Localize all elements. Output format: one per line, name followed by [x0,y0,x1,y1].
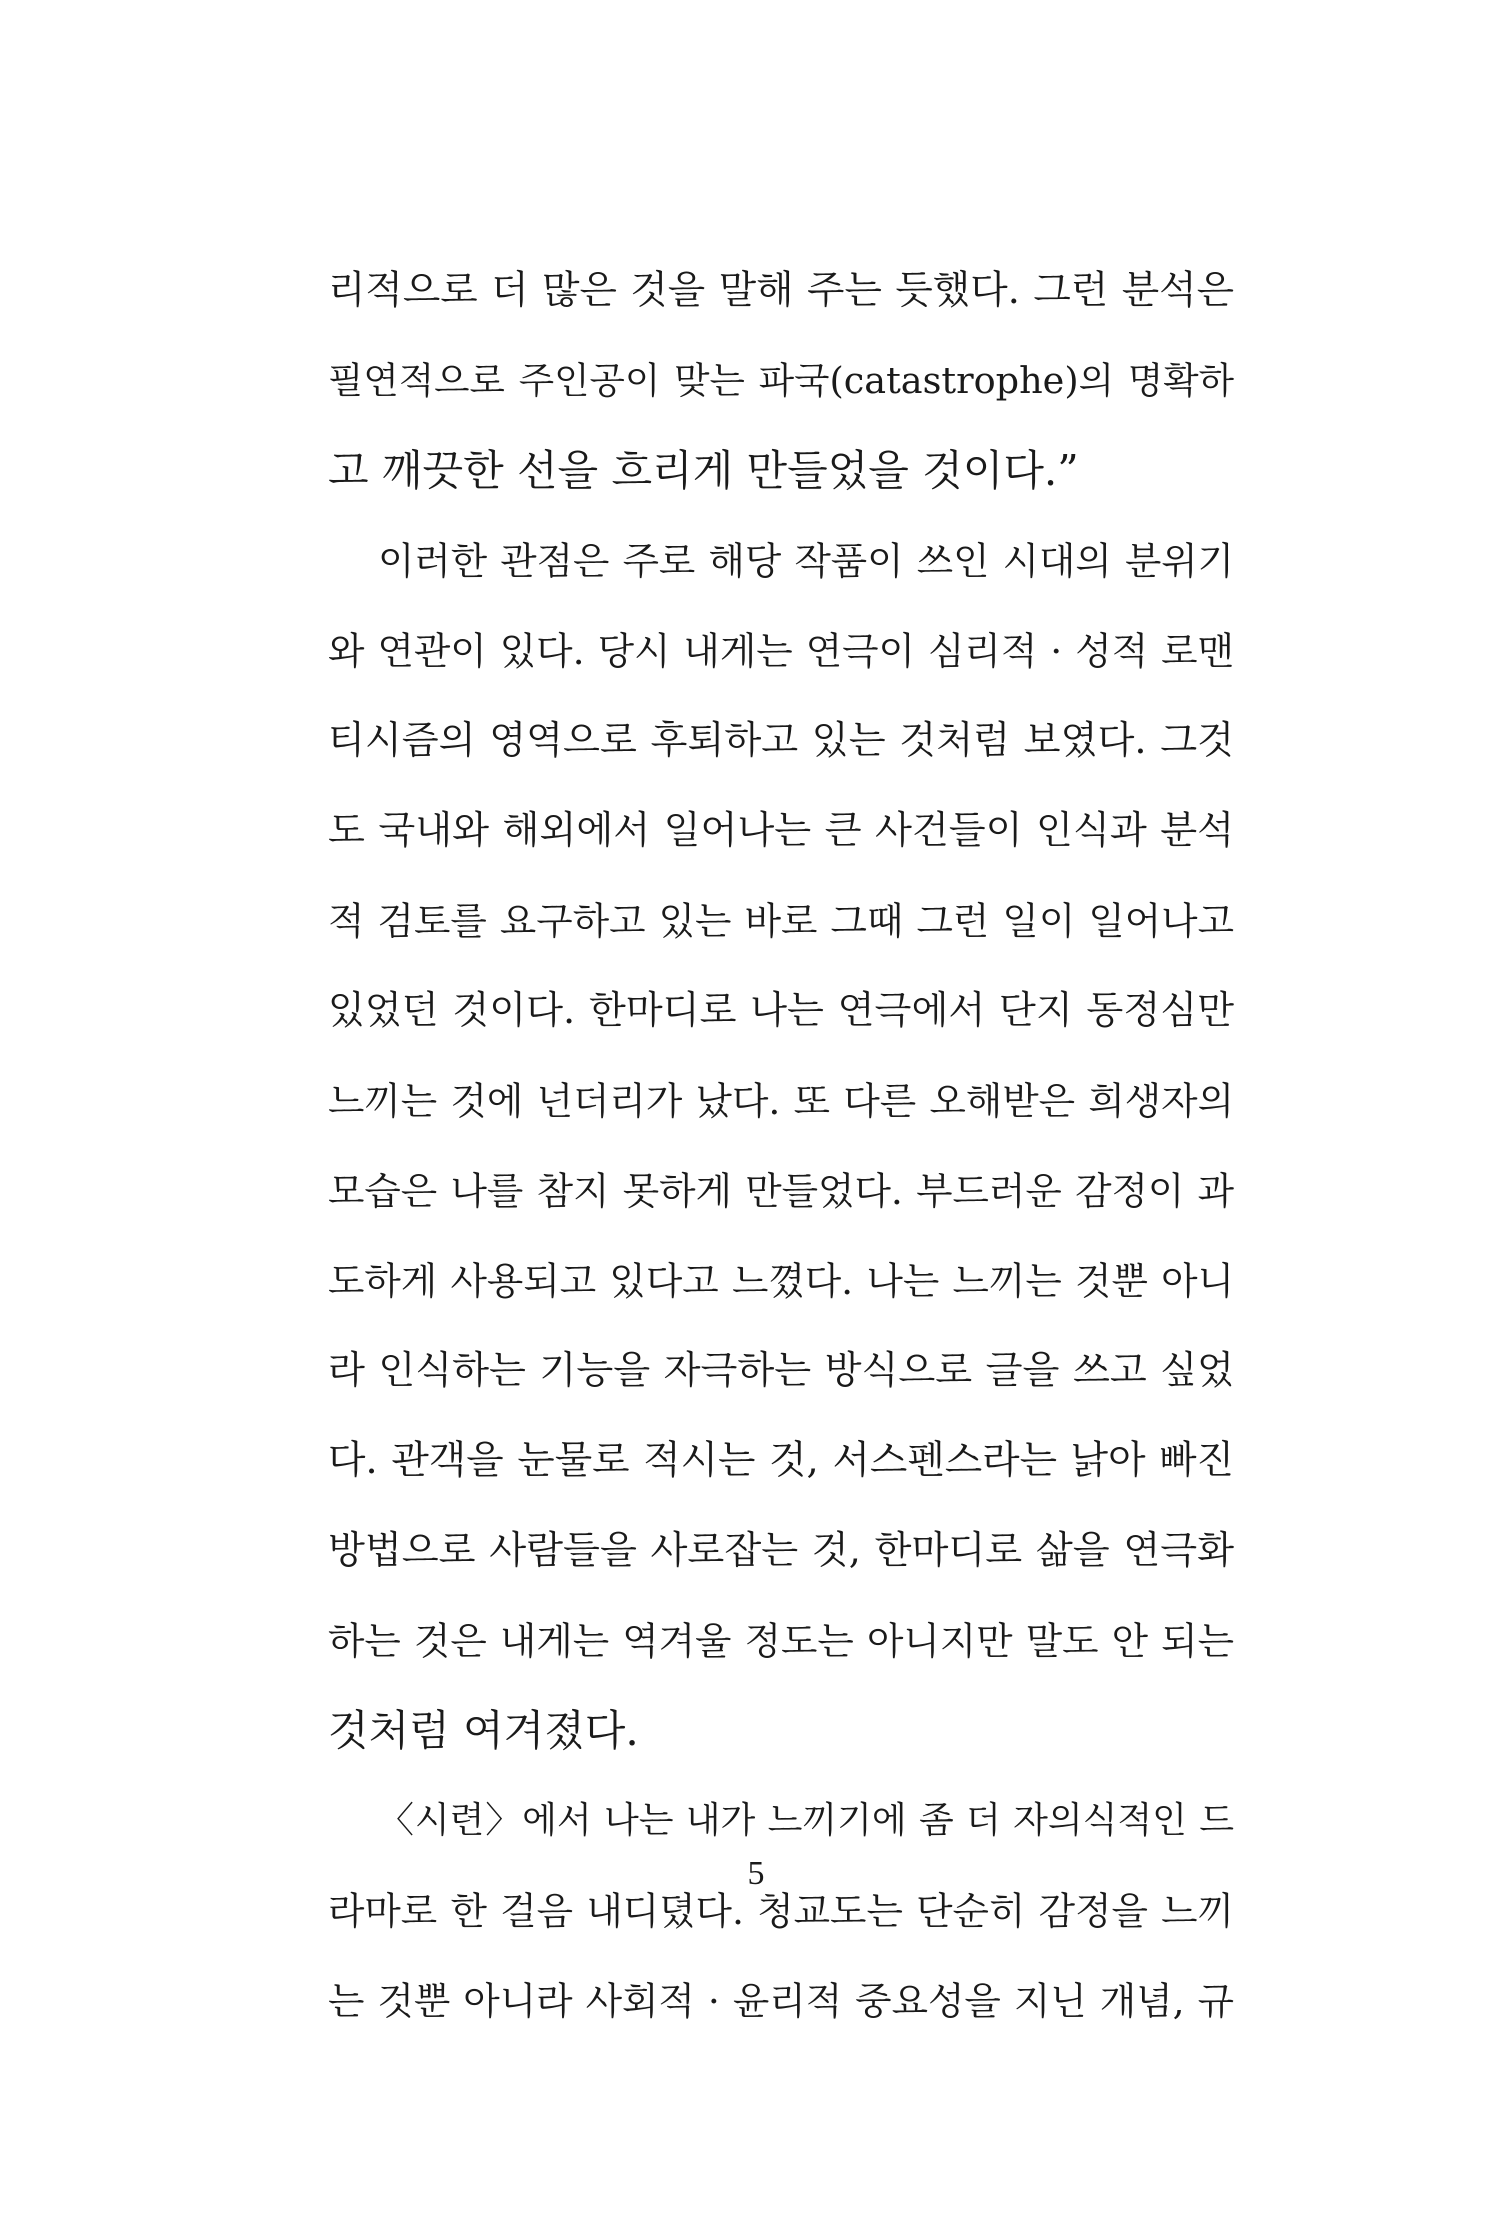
page-number: 5 [747,1855,765,1892]
text-line: 모습은 나를 참지 못하게 만들었다. 부드러운 감정이 과 [328,1169,1234,1213]
paragraph-first-line: 〈시련〉에서 나는 내가 느끼기에 좀 더 자의식적인 드 [378,1800,1234,1841]
text-line: 있었던 것이다. 한마디로 나는 연극에서 단지 동정심만 [328,989,1234,1033]
text-line: 적 검토를 요구하고 있는 바로 그때 그런 일이 일어나고 [328,899,1234,943]
text-line: 라 인식하는 기능을 자극하는 방식으로 글을 쓰고 싶었 [328,1349,1234,1393]
text-line: 리적으로 더 많은 것을 말해 주는 듯했다. 그런 분석은 [328,268,1234,313]
text-line: 도 국내와 해외에서 일어나는 큰 사건들이 인식과 분석 [328,809,1234,853]
text-line: 티시즘의 영역으로 후퇴하고 있는 것처럼 보였다. 그것 [328,719,1234,763]
body-text [328,246,1234,2046]
text-line: 필연적으로 주인공이 맞는 파국(catastrophe)의 명확하 [328,359,1234,402]
text-line: 다. 관객을 눈물로 적시는 것, 서스펜스라는 낡아 빠진 [328,1438,1234,1483]
text-line: 방법으로 사람들을 사로잡는 것, 한마디로 삶을 연극화 [328,1529,1234,1573]
text-line: 라마로 한 걸음 내디뎠다. 청교도는 단순히 감정을 느끼 [328,1889,1234,1933]
text-line: 느끼는 것에 넌더리가 났다. 또 다른 오해받은 희생자의 [328,1079,1234,1123]
text-line: 것처럼 여겨졌다. [328,1706,639,1755]
paragraph-first-line: 이러한 관점은 주로 해당 작품이 쓰인 시대의 분위기 [378,539,1234,583]
text-line: 는 것뿐 아니라 사회적 · 윤리적 중요성을 지닌 개념, 규 [328,1979,1234,2023]
text-line: 와 연관이 있다. 당시 내게는 연극이 심리적 · 성적 로맨 [328,629,1234,673]
text-line: 도하게 사용되고 있다고 느꼈다. 나는 느끼는 것뿐 아니 [328,1259,1234,1303]
text-line: 고 깨끗한 선을 흐리게 만들었을 것이다.” [328,446,1079,495]
text-line: 하는 것은 내게는 역겨울 정도는 아니지만 말도 안 되는 [328,1619,1234,1663]
